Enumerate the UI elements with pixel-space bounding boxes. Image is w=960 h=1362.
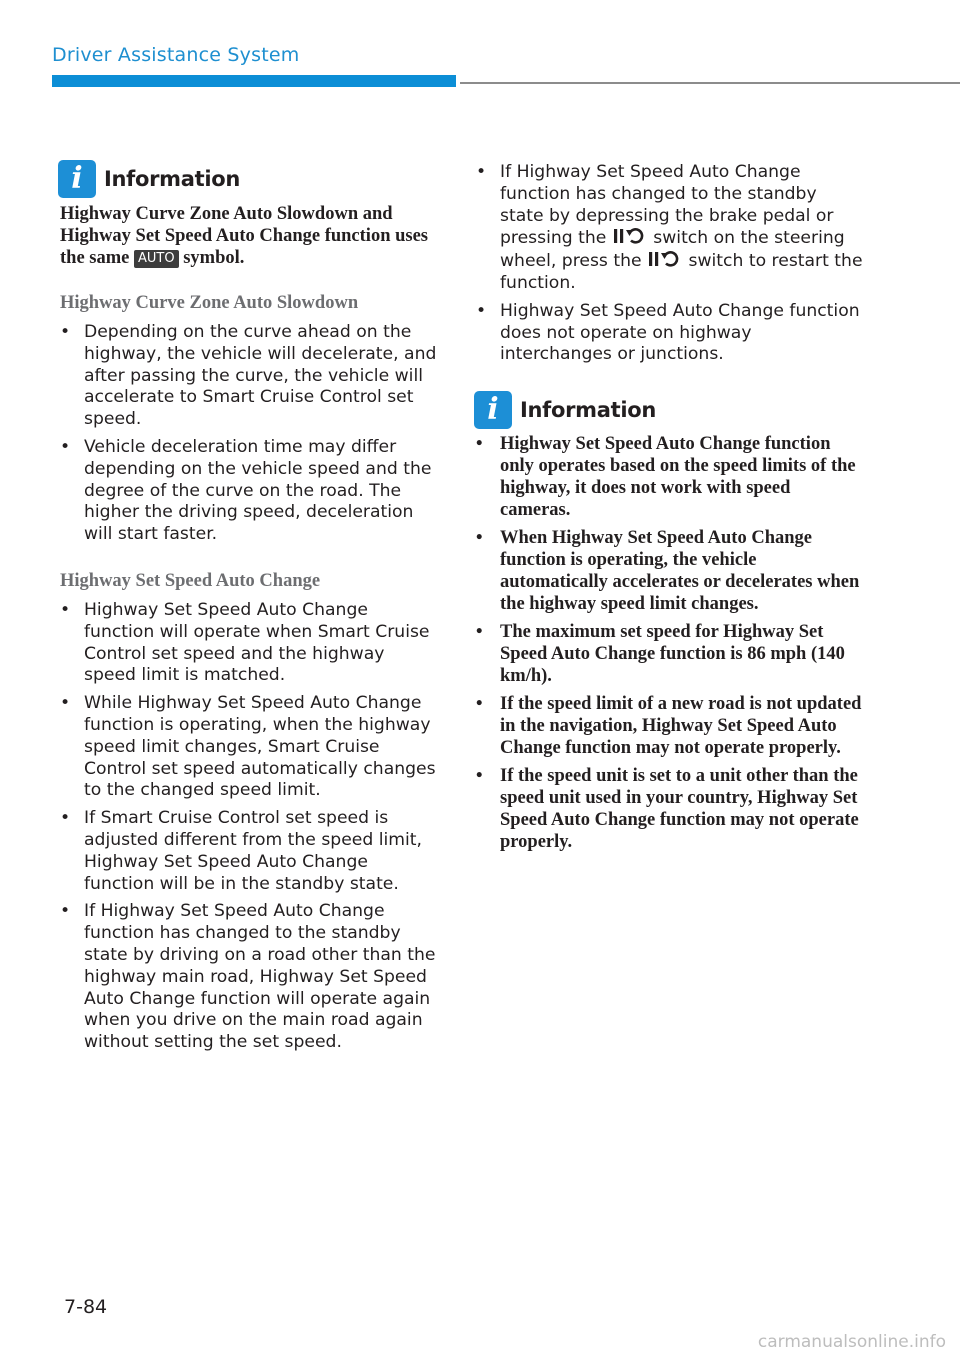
header-title: Driver Assistance System bbox=[52, 44, 300, 66]
list-item: • The maximum set speed for Highway Set Speed Auto Change function is 86 mph (140 km/h). bbox=[474, 621, 864, 687]
list-item: • While Highway Set Speed Auto Change function is operating, when the highway speed limit changes, Smart Cruise Control set speed automatically changes to the changed speed limit. bbox=[58, 693, 438, 802]
list-item: • If the speed unit is set to a unit other than the speed unit used in your country, Highway Set Speed Auto Change function may not operate properly. bbox=[474, 765, 864, 853]
list-item: • Vehicle deceleration time may differ depending on the vehicle speed and the degree of the curve on the road. The higher the driving speed, deceleration will start faster. bbox=[58, 437, 438, 546]
info-icon: i bbox=[58, 160, 96, 198]
info-title: Information bbox=[104, 167, 241, 191]
set-speed-list bbox=[58, 600, 438, 1060]
list-item: • Highway Set Speed Auto Change function only operates based on the speed limits of the highway, it does not work with speed cameras. bbox=[474, 433, 864, 521]
list-item: • If Highway Set Speed Auto Change function has changed to the standby state by driving on a road other than the highway main road, Highway Set Speed Auto Change function will operate again when you drive on the main road again without setting the set speed. bbox=[58, 901, 438, 1054]
watermark: carmanualsonline.info bbox=[757, 1332, 946, 1352]
header-rule-blue bbox=[52, 75, 456, 87]
auto-symbol-icon: AUTO bbox=[134, 250, 179, 268]
list-item: • Highway Set Speed Auto Change function does not operate on highway interchanges or junctions. bbox=[474, 301, 864, 366]
info-header-right bbox=[474, 391, 656, 429]
info-header-left bbox=[58, 160, 240, 198]
section-heading-curve-zone: Highway Curve Zone Auto Slowdown bbox=[60, 293, 359, 313]
right-list bbox=[474, 162, 864, 372]
list-item: • When Highway Set Speed Auto Change function is operating, the vehicle automatically accelerates or decelerates when the highway speed limit changes. bbox=[474, 527, 864, 615]
page-number: 7-84 bbox=[64, 1296, 108, 1318]
info-note: Highway Curve Zone Auto Slowdown and Highway Set Speed Auto Change function uses the same AUTO symbol. bbox=[60, 204, 429, 268]
list-item: • Depending on the curve ahead on the highway, the vehicle will decelerate, and after passing the curve, the vehicle will accelerate to Smart Cruise Control set speed. bbox=[58, 322, 438, 431]
info-title: Information bbox=[520, 398, 657, 422]
section-heading-set-speed: Highway Set Speed Auto Change bbox=[60, 571, 321, 591]
info-list-right bbox=[474, 433, 864, 859]
info-icon: i bbox=[474, 391, 512, 429]
curve-zone-list bbox=[58, 322, 438, 552]
cruise-pause-resume-icon bbox=[647, 250, 683, 268]
list-item: • If the speed limit of a new road is not updated in the navigation, Highway Set Speed Auto Change function may not operate properly. bbox=[474, 693, 864, 759]
list-item: • If Highway Set Speed Auto Change function has changed to the standby state by depressing the brake pedal or pressing the switch on the steering wheel, press the switch to restart the function. bbox=[474, 162, 864, 295]
header-rule-gray bbox=[460, 82, 960, 84]
list-item: • If Smart Cruise Control set speed is adjusted different from the speed limit, Highway Set Speed Auto Change function will be in the standby state. bbox=[58, 808, 438, 895]
list-item: • Highway Set Speed Auto Change function will operate when Smart Cruise Control set speed and the highway speed limit is matched. bbox=[58, 600, 438, 687]
cruise-pause-resume-icon bbox=[612, 227, 648, 245]
